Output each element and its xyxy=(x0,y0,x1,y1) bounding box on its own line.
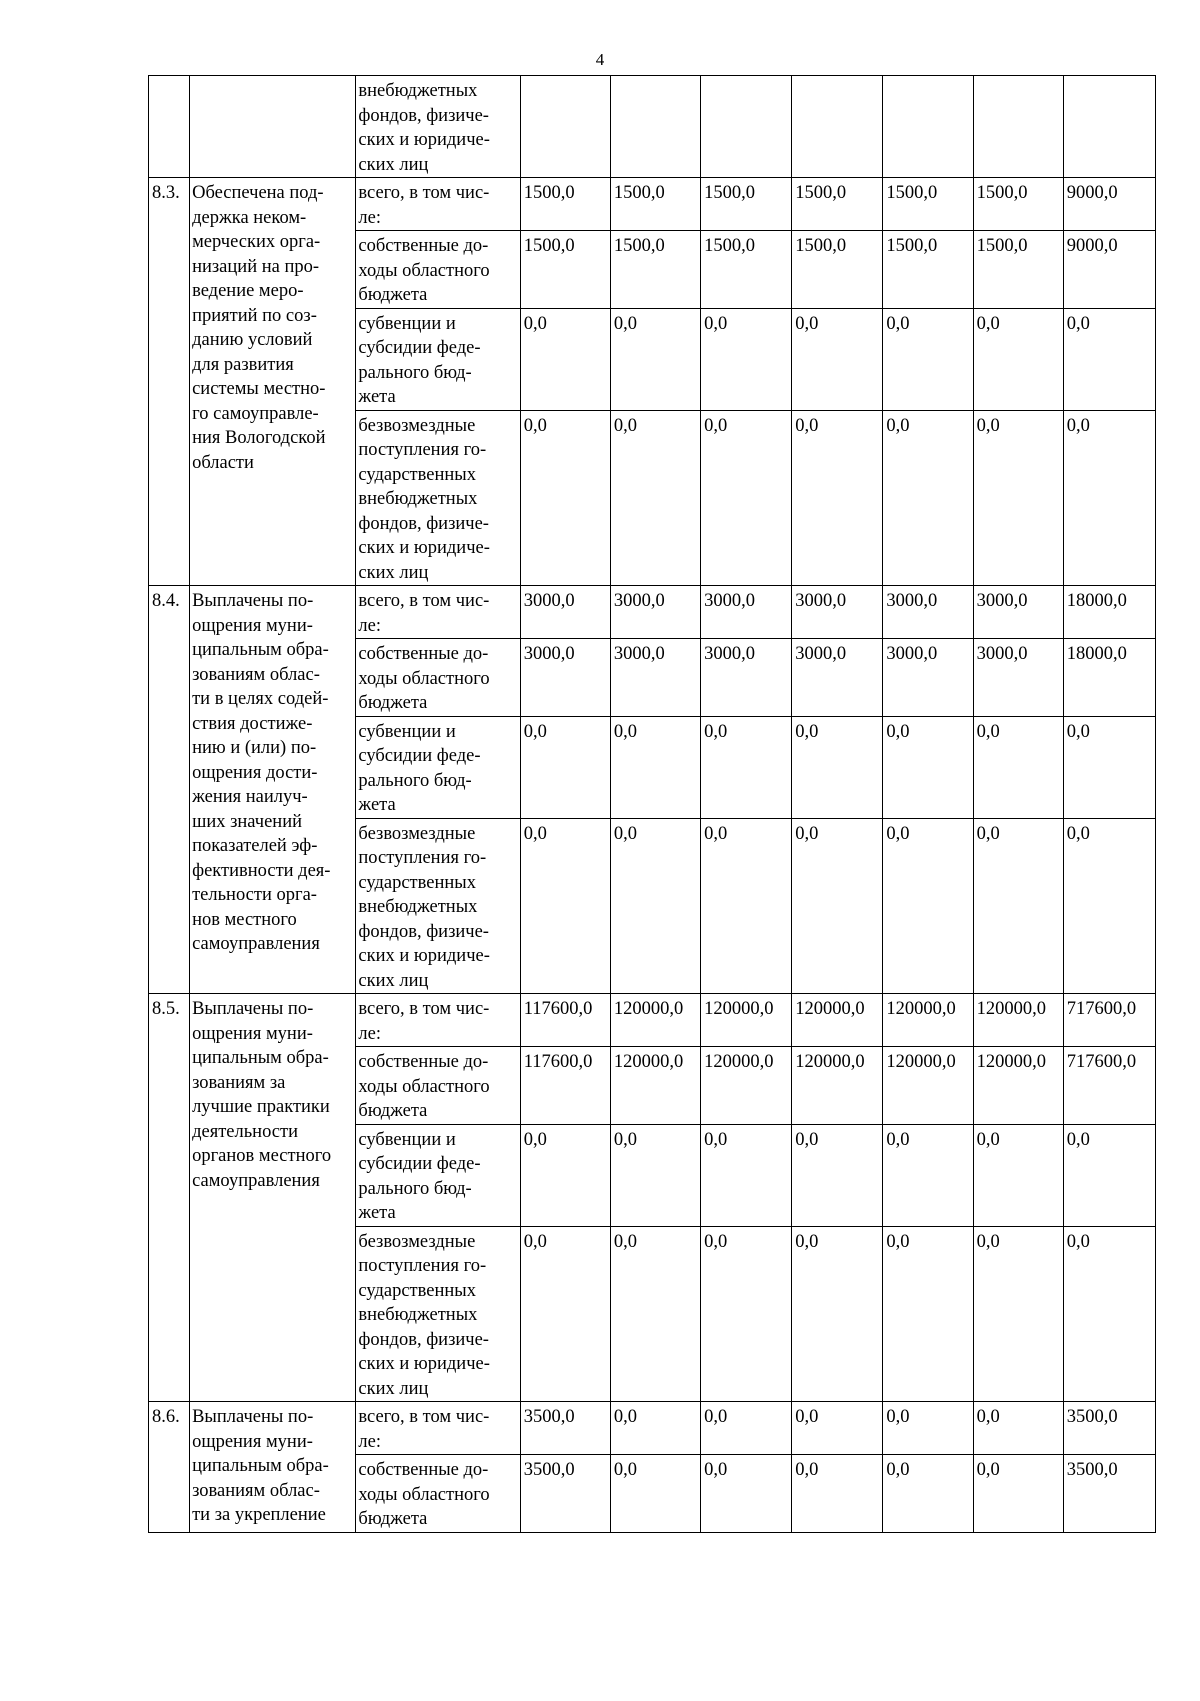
total-value: 3500,0 xyxy=(1063,1402,1155,1455)
total-value: 3500,0 xyxy=(1063,1455,1155,1533)
value-cell xyxy=(883,76,973,178)
text-line: ле: xyxy=(358,615,381,636)
total-value: 0,0 xyxy=(1063,818,1155,994)
year-value: 0,0 xyxy=(520,1124,610,1226)
year-value: 0,0 xyxy=(610,1402,700,1455)
text-line: фективности дея- xyxy=(192,860,331,881)
text-line: нию и (или) по- xyxy=(192,738,317,758)
text-line: ципальным обра- xyxy=(192,1456,329,1476)
year-value: 1500,0 xyxy=(520,231,610,309)
text-line: внебюджетных xyxy=(358,81,478,101)
text-line: системы местно- xyxy=(192,379,326,399)
total-value: 18000,0 xyxy=(1063,639,1155,717)
value-cell xyxy=(520,76,610,178)
text-line: внебюджетных xyxy=(358,897,478,917)
text-line: фондов, физиче- xyxy=(358,513,489,534)
text-line: всего, в том чис- xyxy=(358,1407,490,1427)
year-value: 1500,0 xyxy=(973,231,1063,309)
funding-source xyxy=(356,231,520,309)
text-line: жения наилуч- xyxy=(192,787,308,807)
text-line: показателей эф- xyxy=(192,836,318,856)
year-value: 0,0 xyxy=(610,410,700,586)
text-line: всего, в том чис- xyxy=(358,999,490,1019)
year-value: 120000,0 xyxy=(973,994,1063,1047)
row-index: 8.6. xyxy=(149,1402,190,1533)
year-value: 1500,0 xyxy=(610,178,700,231)
year-value: 0,0 xyxy=(792,818,883,994)
text-line: ти в целях содей- xyxy=(192,689,329,709)
year-value: 1500,0 xyxy=(883,178,973,231)
value-cell xyxy=(1063,76,1155,178)
text-line: зованиям за xyxy=(192,1072,286,1093)
text-line: ле: xyxy=(358,1023,381,1044)
funding-source xyxy=(356,818,520,994)
total-value: 717600,0 xyxy=(1063,1047,1155,1125)
year-value: 0,0 xyxy=(701,818,792,994)
year-value: 3000,0 xyxy=(520,586,610,639)
year-value: 3000,0 xyxy=(610,639,700,717)
row-description xyxy=(190,1402,356,1533)
year-value: 0,0 xyxy=(520,410,610,586)
year-value: 1500,0 xyxy=(701,231,792,309)
text-line: ских и юридиче- xyxy=(358,1354,490,1374)
value-cell xyxy=(792,76,883,178)
text-line: фондов, физиче- xyxy=(358,105,489,126)
year-value: 117600,0 xyxy=(520,994,610,1047)
text-line: ходы областного xyxy=(358,1484,490,1505)
text-line: бюджета xyxy=(358,1509,428,1529)
year-value: 0,0 xyxy=(701,1455,792,1533)
table-row xyxy=(149,586,1156,639)
text-line: жета xyxy=(358,387,396,407)
year-value: 3000,0 xyxy=(701,639,792,717)
text-line: области xyxy=(192,452,254,473)
text-line: Обеспечена под- xyxy=(192,183,324,203)
table-body xyxy=(149,76,1156,1533)
year-value: 120000,0 xyxy=(701,1047,792,1125)
total-value: 0,0 xyxy=(1063,1124,1155,1226)
text-line: ских лиц xyxy=(358,154,429,175)
row-description xyxy=(190,586,356,994)
text-line: субсидии феде- xyxy=(358,338,481,358)
year-value: 1500,0 xyxy=(883,231,973,309)
year-value: 3000,0 xyxy=(792,639,883,717)
year-value: 0,0 xyxy=(610,716,700,818)
year-value: 3000,0 xyxy=(701,586,792,639)
text-line: ских лиц xyxy=(358,970,429,991)
year-value: 0,0 xyxy=(701,716,792,818)
value-cell xyxy=(701,76,792,178)
total-value: 0,0 xyxy=(1063,410,1155,586)
total-value: 9000,0 xyxy=(1063,231,1155,309)
funding-source xyxy=(356,1402,520,1455)
text-line: всего, в том чис- xyxy=(358,591,490,611)
text-line: поступления го- xyxy=(358,1256,487,1276)
text-line: бюджета xyxy=(358,285,428,305)
year-value: 3000,0 xyxy=(792,586,883,639)
year-value: 1500,0 xyxy=(792,231,883,309)
text-line: субвенции и xyxy=(358,721,456,742)
year-value: 0,0 xyxy=(610,1455,700,1533)
text-line: для развития xyxy=(192,354,294,375)
text-line: рального бюд- xyxy=(358,362,472,383)
text-line: ципальным обра- xyxy=(192,1048,329,1068)
year-value: 0,0 xyxy=(883,1226,973,1402)
text-line: ских и юридиче- xyxy=(358,130,490,150)
year-value: 0,0 xyxy=(610,308,700,410)
text-line: приятий по соз- xyxy=(192,305,317,326)
index-cell xyxy=(149,76,190,178)
text-line: ских лиц xyxy=(358,1378,429,1399)
text-line: фондов, физиче- xyxy=(358,1329,489,1350)
year-value: 120000,0 xyxy=(610,1047,700,1125)
page-number: 4 xyxy=(595,50,605,69)
year-value: 0,0 xyxy=(883,818,973,994)
text-line: поступления го- xyxy=(358,440,487,460)
year-value: 120000,0 xyxy=(973,1047,1063,1125)
text-line: ципальным обра- xyxy=(192,640,329,660)
funding-source xyxy=(356,716,520,818)
table-row xyxy=(149,1402,1156,1455)
year-value: 0,0 xyxy=(973,1455,1063,1533)
text-line: ле: xyxy=(358,207,381,228)
year-value: 0,0 xyxy=(520,308,610,410)
year-value: 0,0 xyxy=(520,716,610,818)
year-value: 0,0 xyxy=(792,1226,883,1402)
total-value: 0,0 xyxy=(1063,308,1155,410)
funding-source xyxy=(356,994,520,1047)
year-value: 3000,0 xyxy=(520,639,610,717)
text-line: сударственных xyxy=(358,464,476,485)
funding-source xyxy=(356,178,520,231)
table-row xyxy=(149,178,1156,231)
year-value: 0,0 xyxy=(883,1455,973,1533)
text-line: ствия достиже- xyxy=(192,713,313,734)
value-cell xyxy=(610,76,700,178)
source-cell xyxy=(356,76,520,178)
text-line: субсидии феде- xyxy=(358,1154,481,1174)
year-value: 120000,0 xyxy=(701,994,792,1047)
year-value: 0,0 xyxy=(701,1124,792,1226)
text-line: данию условий xyxy=(192,330,313,350)
text-line: ских лиц xyxy=(358,562,429,583)
year-value: 1500,0 xyxy=(520,178,610,231)
text-line: ле: xyxy=(358,1431,381,1452)
year-value: 3000,0 xyxy=(973,639,1063,717)
total-value: 0,0 xyxy=(1063,716,1155,818)
year-value: 0,0 xyxy=(973,410,1063,586)
text-line: субсидии феде- xyxy=(358,746,481,766)
text-line: собственные до- xyxy=(358,1052,489,1072)
text-line: самоуправления xyxy=(192,934,320,954)
text-line: нов местного xyxy=(192,909,297,930)
year-value: 0,0 xyxy=(610,1226,700,1402)
row-index: 8.4. xyxy=(149,586,190,994)
text-line: ских и юридиче- xyxy=(358,946,490,966)
year-value: 0,0 xyxy=(973,1402,1063,1455)
funding-source xyxy=(356,1226,520,1402)
text-line: ходы областного xyxy=(358,260,490,281)
text-line: собственные до- xyxy=(358,1460,489,1480)
year-value: 1500,0 xyxy=(701,178,792,231)
text-line: собственные до- xyxy=(358,644,489,664)
text-line: бюджета xyxy=(358,1101,428,1121)
text-line: сударственных xyxy=(358,1280,476,1301)
text-line: поступления го- xyxy=(358,848,487,868)
text-line: мерческих орга- xyxy=(192,232,321,252)
text-line: безвозмездные xyxy=(358,415,476,436)
year-value: 0,0 xyxy=(520,1226,610,1402)
funding-source xyxy=(356,1124,520,1226)
year-value: 0,0 xyxy=(883,1402,973,1455)
year-value: 0,0 xyxy=(792,716,883,818)
year-value: 120000,0 xyxy=(610,994,700,1047)
funding-source xyxy=(356,1455,520,1533)
text-line: зованиям облас- xyxy=(192,1480,320,1501)
year-value: 0,0 xyxy=(701,410,792,586)
value-cell xyxy=(973,76,1063,178)
description-cell xyxy=(190,76,356,178)
text-line: субвенции и xyxy=(358,1129,456,1150)
text-line: ния Вологодской xyxy=(192,428,326,448)
year-value: 0,0 xyxy=(792,308,883,410)
text-line: самоуправления xyxy=(192,1170,320,1191)
year-value: 120000,0 xyxy=(883,994,973,1047)
year-value: 0,0 xyxy=(701,308,792,410)
text-line: ощрения муни- xyxy=(192,1431,313,1452)
year-value: 0,0 xyxy=(792,1455,883,1533)
text-line: безвозмездные xyxy=(358,823,476,844)
year-value: 0,0 xyxy=(792,1124,883,1226)
year-value: 3500,0 xyxy=(520,1402,610,1455)
row-index: 8.5. xyxy=(149,994,190,1402)
year-value: 3000,0 xyxy=(883,639,973,717)
year-value: 3000,0 xyxy=(973,586,1063,639)
text-line: жета xyxy=(358,1203,396,1223)
text-line: всего, в том чис- xyxy=(358,183,490,203)
text-line: ведение меро- xyxy=(192,281,304,301)
text-line: ощрения муни- xyxy=(192,615,313,636)
text-line: лучшие практики xyxy=(192,1097,330,1117)
year-value: 120000,0 xyxy=(883,1047,973,1125)
year-value: 0,0 xyxy=(883,716,973,818)
text-line: Выплачены по- xyxy=(192,999,314,1019)
text-line: собственные до- xyxy=(358,236,489,256)
year-value: 3000,0 xyxy=(883,586,973,639)
text-line: ских и юридиче- xyxy=(358,538,490,558)
year-value: 117600,0 xyxy=(520,1047,610,1125)
text-line: держка неком- xyxy=(192,207,307,228)
text-line: внебюджетных xyxy=(358,1305,478,1325)
year-value: 0,0 xyxy=(973,818,1063,994)
text-line: ходы областного xyxy=(358,668,490,689)
text-line: Выплачены по- xyxy=(192,1407,314,1427)
total-value: 18000,0 xyxy=(1063,586,1155,639)
text-line: органов местного xyxy=(192,1146,332,1166)
funding-source xyxy=(356,410,520,586)
text-line: го самоуправле- xyxy=(192,403,319,424)
text-line: низаций на про- xyxy=(192,256,320,277)
funding-source xyxy=(356,586,520,639)
text-line: ощрения дости- xyxy=(192,762,318,783)
year-value: 1500,0 xyxy=(792,178,883,231)
total-value: 9000,0 xyxy=(1063,178,1155,231)
text-line: сударственных xyxy=(358,872,476,893)
total-value: 0,0 xyxy=(1063,1226,1155,1402)
text-line: ти за укрепление xyxy=(192,1505,326,1525)
funding-source xyxy=(356,639,520,717)
funding-source xyxy=(356,1047,520,1125)
year-value: 120000,0 xyxy=(792,994,883,1047)
year-value: 0,0 xyxy=(792,1402,883,1455)
text-line: рального бюд- xyxy=(358,1178,472,1199)
year-value: 0,0 xyxy=(973,716,1063,818)
year-value: 1500,0 xyxy=(973,178,1063,231)
text-line: фондов, физиче- xyxy=(358,921,489,942)
row-index: 8.3. xyxy=(149,178,190,586)
year-value: 0,0 xyxy=(701,1226,792,1402)
year-value: 120000,0 xyxy=(792,1047,883,1125)
text-line: зованиям облас- xyxy=(192,664,320,685)
text-line: Выплачены по- xyxy=(192,591,314,611)
text-line: ших значений xyxy=(192,811,302,832)
year-value: 0,0 xyxy=(701,1402,792,1455)
year-value: 3000,0 xyxy=(610,586,700,639)
text-line: рального бюд- xyxy=(358,770,472,791)
year-value: 0,0 xyxy=(973,1124,1063,1226)
year-value: 0,0 xyxy=(883,410,973,586)
year-value: 0,0 xyxy=(520,818,610,994)
total-value: 717600,0 xyxy=(1063,994,1155,1047)
text-line: внебюджетных xyxy=(358,489,478,509)
year-value: 0,0 xyxy=(973,308,1063,410)
year-value: 0,0 xyxy=(883,308,973,410)
year-value: 0,0 xyxy=(610,818,700,994)
text-line: бюджета xyxy=(358,693,428,713)
year-value: 0,0 xyxy=(610,1124,700,1226)
year-value: 3500,0 xyxy=(520,1455,610,1533)
year-value: 0,0 xyxy=(973,1226,1063,1402)
year-value: 0,0 xyxy=(883,1124,973,1226)
budget-table xyxy=(148,75,1156,1533)
table-row xyxy=(149,994,1156,1047)
text-line: ощрения муни- xyxy=(192,1023,313,1044)
row-description xyxy=(190,994,356,1402)
text-line: субвенции и xyxy=(358,313,456,334)
funding-source xyxy=(356,308,520,410)
row-description xyxy=(190,178,356,586)
text-line: жета xyxy=(358,795,396,815)
text-line: ходы областного xyxy=(358,1076,490,1097)
continuation-row xyxy=(149,76,1156,178)
year-value: 1500,0 xyxy=(610,231,700,309)
text-line: тельности орга- xyxy=(192,885,317,905)
text-line: деятельности xyxy=(192,1121,298,1142)
text-line: безвозмездные xyxy=(358,1231,476,1252)
year-value: 0,0 xyxy=(792,410,883,586)
